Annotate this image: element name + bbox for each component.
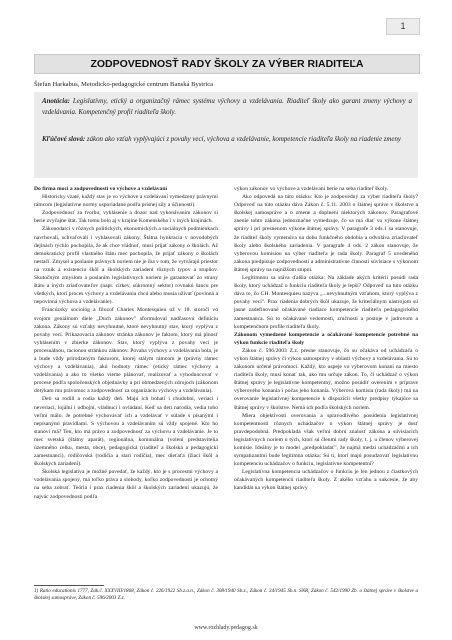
paragraph: Legislatívna kompetencia uchádzačov o funkciu je len jednou z čiastkových očakávaných kompetencií riaditeľa školy. Z akého vzťahu a sukcesie, že aby kandidát na výkon štátnej správy [234, 469, 418, 492]
right-column [234, 185, 418, 493]
paragraph: Legitímnou sa stáva ďalšia otázka: Na základe akých kritérií posúdi rada školy, ktorý uchádzač o funkciu riaditeľa školy je lepší? Odpoveď na túto otázku dáva to, čo CH. Montesquieu nazýva „...nevyhnutným vzťahom, ktorý vyplýva z povahy vecí". Prax riadenia dobrých škôl ukazuje, že kriteriálnym nástrojom sú jasne zadefinované očakávané riadiace kompetencie riaditeľa pedagogického zamestnanca. Sú to očakávané vedomosti, zručnosti a postoje v jadrovom a kompetenčnom profile riaditeľa školy. [234, 275, 418, 330]
section-heading: Zákonom vymedzené kompetencie a očakávané kompetencie potrebné na výkon funkcie riaditeľa školy [234, 331, 418, 346]
paragraph: Zodpovednosť za tvorbu, vyhlásenie a dozor nad vykonávaním zákonov si berie zvyčajne štát. Tak tomu bolo aj v krajine Komenského i v iných krajinách. [34, 210, 218, 225]
footnote-rule [34, 585, 104, 586]
article-authors: Štefan Harkabus, Metodicko-pedagogické centrum Banská Bystrica [34, 81, 214, 88]
section-heading: Do firma moci a zodpovednosti vo výchove a vzdelávaní [34, 186, 167, 192]
keywords [42, 134, 412, 145]
keywords-label: Kľúčové slová: [42, 136, 86, 143]
paragraph: Francúzsky sociológ a filozof Charles Montesquieu už v 18. storočí vo svojom geniálnom diele „Duch zákonov" sformuloval nadčasovú definíciu zákona. Zákony sú vzťahy nevyhnutné, ktoré nevyhnutný stav, ktorý vyplýva z povahy vecí. Prikazovacia zákonov stránka zákonov je faktom, ktorý má plnosť vyhlásením v zbierke zákonov. Stav, ktorý vyplýva z povahy veci je procesuálnou, racionou stránkou zákonov. Povaha výchovy a vzdelávania bola, je a bude vždy prirodzeným faktorom, ktorej stálym rámcom je (právny rámec výchovy a vzdelávania), akú hodnoty rámec (etický rámec výchovy a vzdelávania) a ako to všetko vieme plánovať, realizovať a vyhodnocovať v procese podľa spoločenských objednávky a pri obmedzených zdrojoch (zákonom dotýkam mu právomoc a zodpovednosť za organizáciu výchovy a vzdelávania). [34, 307, 218, 395]
left-column [34, 185, 218, 501]
paragraph: Miera objektívosti overovania a spravodlivého posúdenia legislatívnej kompetentnosti rôznych uchádzačov o výkon štátnej správy je dosť pravdepodobná. Predpokladá však veľmi dobrú znalosť zákona a súvisiacich legislatívnych noriem u tých, ktorí sú členmi rady školy, t. j. u členov výberovej komisie. Ideálny je to model „predpokladať", že najmä medzi uchádzačmi a ich sympatizantmi bude legitímna otázka: Sú tí, ktorí majú posudzovať legislatívnu kompetenciu uchádzačov o funkciu, legislatívne kompetentní? [234, 412, 418, 468]
annotation [42, 96, 412, 118]
article-title: ZODPOVEDNOSŤ RADY ŠKOLY ZA VÝBER RIADITEĽA [34, 54, 420, 74]
paragraph: Školská legislatíva je možné povedať, že každý, kto je s procesmi výchovy a vzdelávania spojený, má toľko práva a slobody, koľko zodpovednosti je ochotný na seba zobrať. Teória i prax riadenia škôl a školských zariadení ukazujú, že najvác zodpovednosti podľa [34, 469, 218, 500]
annotation-text: Legislatívny, etický a organizačný rámec systému výchovy a vzdelávania. Riaditeľ školy ako garant zmeny výchovy a vzdelávania. Kompetenčný profil riaditeľa školy. [42, 98, 412, 117]
paragraph: Zákon č. 596/2003 Z.z. presne stanovuje, čo su očakáva od uchádzača o výkon štátnej správy či výkon samosprávy v oblasti výchovy a vzdelávania. Sú to zákonom určené právomoci. Každý, kto uspeje vo výberovom konaní na miesto riaditeľa školy, musí konať tak, ako mu určuje zákon. To, či uchádzač o výkon štátnej správy je legislatívne kompetentný, možno posúdiť overením v príprave výberového konania i počas jeho konania. Výberová komisia (rada školy) má na overovanie legislatívnej kompetencie k dispozícii všetky predpisy týkajúce sa štátnej správy v školstve. Nemá ich podľa školských noriem. [234, 347, 418, 411]
page-number: 1 [386, 18, 420, 35]
paragraph: Deti sa rodili a rodia každý deň. Majú ich bohatí i chudobní, veriaci i neveriaci, lojální i odbojní, vládnuci i ovládaní. Keď sa deti narodia, vedia toho veľmi málo. Je potrebné vychovávať ich a vzdelávať v súlade s písanými i nepísanými pravidlami. S výchovou a vzdelávaním sú vždy spojené. Kto ho stanoví má? Ten, kto má právo a zodpovednosť za výchovu a vzdelávanie. Je to mec svetská (štátny aparát), regionálna, komunálna (volení predstavitelia územného celku, mesta, obce), pedagogická (riaditeľ a školská a pedagogickí zamestnanci), rodičovská (rodičia a stari rodičia), mec dieťaťa (žiaci škôl a školských zariadení). [34, 396, 218, 468]
keywords-text: zákon ako vzťah vyplývajúci z povahy vecí, výchova a vzdelávanie, kompetencie riaditeľa školy na riadenie zmeny [85, 136, 401, 143]
paragraph: Ako odpovedá na túto otázku: Kto je zodpovedný za výber riaditeľa školy? Odpoveď na túto otázku dáva Zákon č. 5.11. 2003 o štátnej správe v školstve a školskej samospráve a o zmene a doplnení niektorých zákonov. Paragrafové znenie tohto zákona jednoznačne vymedzuje, čo sa má diať vo výkone štátnej správy i pri presnenom výkone štátnej správy. V paragrafe 3 ods.1 sa stanovuje, že riaditeľ školy vymenúva na dobu funkčného obdobia a odvoláva zriaďovateľ školy alebo školského zariadenia. V paragrafe 4 ods. 2 zákon stanovuje, že vyberovou komisiou na výber riaditeľa je rada školy. Paragraf 5 uvedeného zákona predpisuje zodpovednosti a administratívne činnosti súvisiace s výkonom štátnej správy na najnižšom stupni. [234, 194, 418, 273]
website-url[interactable]: www.rozhlady.pedagog.sk [194, 625, 258, 631]
footnote: 1) Ratio educationis 1777, Zák.č. XXXVIII/1868, Zákon č. 226/1922 Sb.z.a.n., Zákon č. 308/1940 Sb.z., Zákon č. 34/1945 Sb.n. SNR, Zákon č. 542/1990 Zb. o štátnej správe v školstve a školskej samospráve, Zákon č. 596/2003 Z.z. [34, 588, 418, 601]
paragraph: výkon zákonov vo výchove a vzdelávaní berie na seba riaditeľ školy. [234, 186, 389, 192]
annotation-label: Anotácia: [42, 98, 70, 105]
paragraph: Zákonodarci v rôznych politických, ekonomických a sociálnych podmienkach navrhovali, schvaľovali i vyhlasovali zákony. Štátna hynkracia v novodobých dejinách rýchlo pochopila, že ak chce vládnuť, musí prijať zákony o školách. Až demokratický profil vlastného štátu mec pochopila, že prijať zákony o školách nestačí. Zmysel a poslanie právnych noriem nie je iba v tom, že vytvárajú priestor na vznik a existenciu škôl a školských zariadení rôznych typov a stupňov. Skutočným zmyslom a poslaním legislatívnych noriem je garantovať zo strany štátu a iných zriaďovateľov (napr. cirkev, súkromný sektor) rovnakú šancu pre všetkých, ktorí proces výchovy a vzdelávania chcú alebo musia užívať (povinná a nepovinná výchova a vzdelávanie). [34, 226, 218, 306]
paragraph: Historicky vzaté, každý stav je vo výchove a vzdelávaní vymedzený právnymi rámcom (legislatívne normy usporiadané podľa prísnej sily a účinnosti). [34, 194, 218, 209]
